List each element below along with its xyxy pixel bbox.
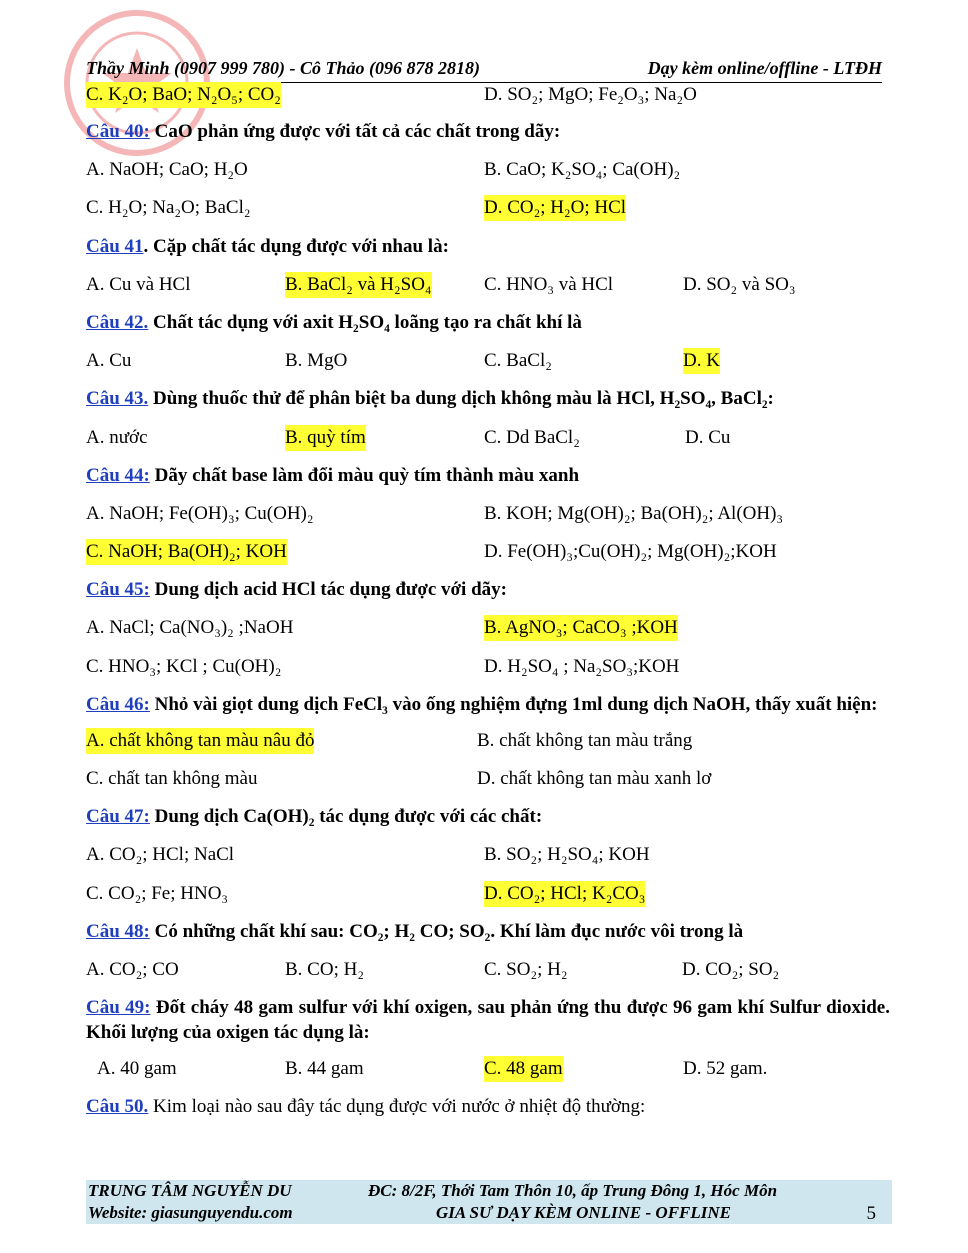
option-b-answer: B. AgNO₃; CaCO₃ ;KOH [484,615,678,641]
question-44-options-cd [86,539,890,577]
question-43-text: Dùng thuốc thử để phân biệt ba dung dịch không màu là HCl, H₂SO₄, BaCl₂: [148,388,774,410]
question-49 [86,995,890,1045]
option-c: C. SO₂; H₂ [484,958,568,980]
question-41-text: . Cặp chất tác dụng được với nhau là: [143,235,449,257]
option-d-answer: D. CO₂; SO₂ [682,958,780,980]
option-d: D. chất không tan màu xanh lơ [477,768,712,789]
question-47-text: Dung dịch Ca(OH)₂ tác dụng được với các chất: [149,806,543,828]
question-41 [86,234,890,272]
question-46 [86,692,890,717]
footer-website[interactable]: Website: giasunguyendu.com [88,1203,293,1222]
option-a: A. NaOH; Fe(OH)₃; Cu(OH)₂ [86,502,314,524]
question-44-options-ab [86,501,890,539]
question-44-label[interactable]: Câu 44: [86,464,150,486]
question-48 [86,919,890,957]
page-footer [86,1180,892,1224]
question-43 [86,386,890,424]
option-d-answer: D. CO₂; HCl; K₂CO₃ [484,881,645,907]
option-a: A. CO₂; HCl; NaCl [86,844,235,866]
question-47-label[interactable]: Câu 47: [86,806,150,828]
page-number: 5 [866,1203,876,1224]
question-45 [86,577,890,615]
question-42-label[interactable]: Câu 42. [86,311,149,333]
option-b: B. chất không tan màu trắng [477,729,693,751]
option-c: C. HNO₃ và HCl [484,273,614,295]
question-40-options-ab [86,157,890,195]
option-b-answer: B. quỳ tím [285,425,366,451]
question-46-text: Nhỏ vài giọt dung dịch FeCl₃ vào ống nghiệm đựng 1ml dung dịch NaOH, thấy xuất hiện: [149,693,878,715]
question-49-label[interactable]: Câu 49: [86,997,151,1019]
option-a: A. Cu [86,350,132,372]
question-list [86,82,890,1133]
option-c-answer: C. 48 gam [484,1056,563,1082]
question-43-label[interactable]: Câu 43. [86,388,149,410]
footer-center-name: TRUNG TÂM NGUYỄN DU [88,1181,292,1200]
prev-question-options [86,82,890,119]
option-a-answer: A. chất không tan màu nâu đỏ [86,728,314,754]
question-47 [86,804,890,842]
option-c-answer: C. NaOH; Ba(OH)₂; KOH [86,539,287,565]
question-45-options-ab [86,615,890,653]
option-c: C. CO₂; Fe; HNO₃ [86,882,229,904]
option-c: C. BaCl₂ [484,350,552,372]
option-a: A. NaCl; Ca(NO₃)₂ ;NaOH [86,617,294,639]
question-45-text: Dung dịch acid HCl tác dụng được với dãy: [149,579,507,601]
question-46-label[interactable]: Câu 46: [86,693,150,715]
option-d: D. H₂SO₄ ; Na₂SO₃;KOH [484,655,680,677]
option-b: B. CO; H₂ [285,958,364,980]
question-41-options [86,272,890,310]
header-tagline: Dạy kèm online/offline - LTĐH [647,58,882,78]
question-42-text: Chất tác dụng với axit H₂SO₄ loãng tạo ra chất khí là [148,311,582,333]
option-b: B. 44 gam [285,1058,364,1080]
option-a: A. 40 gam [97,1058,177,1080]
option-b-answer: B. BaCl₂ và H₂SO₄ [285,272,432,298]
question-40 [86,119,890,157]
option-b: B. SO₂; H₂SO₄; KOH [484,844,650,866]
question-41-label[interactable]: Câu 41 [86,235,144,257]
question-50-text: Kim loại nào sau đây tác dụng được với nước ở nhiệt độ thường: [148,1096,646,1118]
option-d: D. SO₂ và SO₃ [683,273,796,295]
option-c: C. H₂O; Na₂O; BaCl₂ [86,197,251,219]
question-42-options [86,348,890,386]
question-48-options [86,957,890,995]
option-d: D. Fe(OH)₃;Cu(OH)₂; Mg(OH)₂;KOH [484,541,777,563]
question-49-text: Đốt cháy 48 gam sulfur với khí oxigen, sau phản ứng thu được 96 gam khí Sulfur dioxide. Khối lượng của oxigen tác dụng là: [86,997,890,1044]
option-c: C. Dd BaCl₂ [484,426,580,448]
option-c: C. K₂O; BaO; N₂O₅; CO₂ [86,82,281,108]
question-49-options [86,1056,890,1094]
question-44 [86,463,890,501]
option-d: D. SO₂; MgO; Fe₂O₃; Na₂O [484,84,697,105]
option-c: C. chất tan không màu [86,768,258,789]
question-46-options-cd [86,766,890,804]
question-44-text: Dãy chất base làm đổi màu quỳ tím thành màu xanh [149,464,580,486]
question-43-options [86,425,890,463]
option-d-answer: D. CO₂; H₂O; HCl [484,195,626,221]
option-b: B. MgO [285,350,348,372]
option-c: C. HNO₃; KCl ; Cu(OH)₂ [86,655,282,677]
question-50 [86,1094,890,1132]
option-a: A. CO₂; CO [86,958,179,980]
question-40-label[interactable]: Câu 40: [86,121,150,142]
footer-slogan: GIA SƯ DẠY KÈM ONLINE - OFFLINE [436,1203,731,1222]
question-45-options-cd [86,654,890,692]
question-48-label[interactable]: Câu 48: [86,920,150,942]
question-46-options-ab [86,728,890,766]
question-42 [86,310,890,348]
question-40-text: CaO phản ứng được với tất cả các chất trong dãy: [149,121,561,142]
option-d: D. Cu [685,426,731,448]
page-header [86,58,882,83]
question-40-options-cd [86,195,890,233]
question-47-options-cd [86,881,890,919]
option-a: A. NaOH; CaO; H₂O [86,159,248,181]
question-47-options-ab [86,842,890,880]
option-b: B. CaO; K₂SO₄; Ca(OH)₂ [484,159,681,181]
option-a: A. Cu và HCl [86,273,191,295]
option-d-answer: D. K [683,348,720,374]
option-d: D. 52 gam. [683,1058,768,1080]
footer-address: ĐC: 8/2F, Thới Tam Thôn 10, ấp Trung Đông 1, Hóc Môn [368,1181,778,1200]
option-b: B. KOH; Mg(OH)₂; Ba(OH)₂; Al(OH)₃ [484,502,784,524]
option-a: A. nước [86,426,148,448]
header-contact: Thầy Minh (0907 999 780) - Cô Thảo (096 878 2818) [86,58,481,78]
question-48-text: Có những chất khí sau: CO₂; H₂ CO; SO₂. Khí làm đục nước vôi trong là [149,920,744,942]
question-45-label[interactable]: Câu 45: [86,579,150,601]
question-50-label[interactable]: Câu 50. [86,1096,149,1118]
